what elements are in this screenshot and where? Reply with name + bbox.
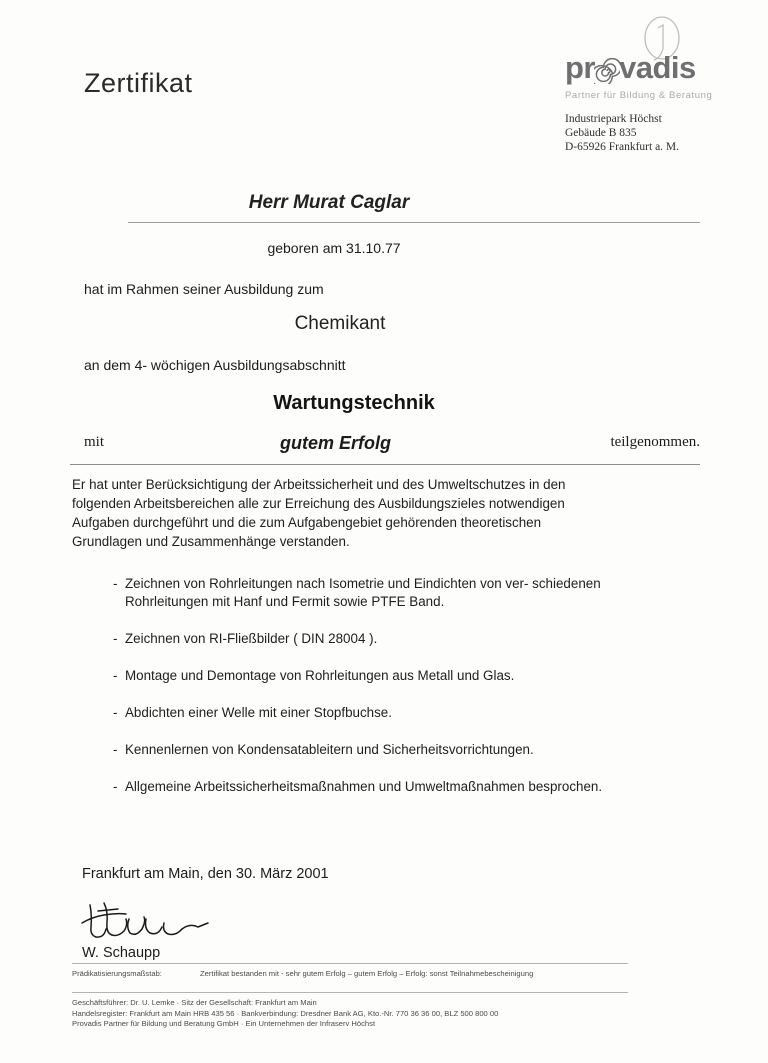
grade-value: gutem Erfolg <box>280 433 391 453</box>
list-item-text: Kennenlernen von Kondensatableitern und Sicherheitsvorrichtungen. <box>125 742 534 757</box>
list-item <box>113 778 673 796</box>
list-dash: - <box>113 705 118 720</box>
legal-line-2: Handelsregister: Frankfurt am Main HRB 435 56 · Bankverbindung: Dresdner Bank AG, Kto.-Nr. 770 36 36 00, BLZ 500 800 00 <box>72 1008 499 1018</box>
training-intro-text: hat im Rahmen seiner Ausbildung zum <box>84 281 324 297</box>
list-dash: - <box>113 668 118 683</box>
footer-rule-bottom <box>72 992 628 993</box>
list-item-text: Zeichnen von RI-Fließbilder ( DIN 28004 ). <box>125 631 378 646</box>
list-item <box>113 630 673 648</box>
profession-name: Chemikant <box>294 313 386 334</box>
signer-name: W. Schaupp <box>82 945 161 961</box>
place-and-date: Frankfurt am Main, den 30. März 2001 <box>82 866 329 882</box>
recipient-birthdate: geboren am 31.10.77 <box>267 240 401 256</box>
list-dash: - <box>113 779 118 794</box>
competency-list <box>113 575 673 815</box>
list-item <box>113 704 673 722</box>
address-line-1: Industriepark Höchst <box>565 113 662 125</box>
grade-prefix-label: mit <box>84 434 105 450</box>
list-item <box>113 667 673 685</box>
spiral-icon <box>594 58 620 84</box>
page-title: Zertifikat <box>84 68 193 98</box>
issuer-tagline: Partner für Bildung & Beratung <box>565 90 713 101</box>
issuer-logo-block <box>565 52 760 154</box>
grading-scale-label: Prädikatisierungsmaßstab: <box>72 969 162 978</box>
address-line-3: D-65926 Frankfurt a. M. <box>565 141 680 153</box>
list-item-text: Montage und Demontage von Rohrleitungen aus Metall und Glas. <box>125 668 515 683</box>
training-section-label: an dem 4- wöchigen Ausbildungsabschnitt <box>84 357 346 373</box>
legal-line-1: Geschäftsführer: Dr. U. Lemke · Sitz der Gesellschaft: Frankfurt am Main <box>72 998 317 1007</box>
name-underline-rule <box>128 222 700 223</box>
list-dash: - <box>113 631 118 646</box>
issuer-address <box>565 112 760 154</box>
list-dash: - <box>113 742 118 757</box>
list-item-text: Allgemeine Arbeitssicherheitsmaßnahmen und Umweltmaßnahmen besprochen. <box>125 779 603 794</box>
grade-row <box>84 434 700 454</box>
legal-footer <box>72 998 642 1030</box>
list-item <box>113 575 673 611</box>
grading-scale-note <box>72 969 632 983</box>
provadis-logo <box>565 52 760 83</box>
list-item <box>113 741 673 759</box>
footer-rule-top <box>72 963 628 964</box>
grade-underline-rule <box>70 464 700 465</box>
participation-label: teilgenommen. <box>610 434 700 450</box>
list-item-text: Abdichten einer Welle mit einer Stopfbuchse. <box>125 705 392 720</box>
recipient-name: Herr Murat Caglar <box>248 192 410 213</box>
legal-line-3: Provadis Partner für Bildung und Beratung GmbH · Ein Unternehmen der Infraserv Höchst <box>72 1019 376 1028</box>
address-line-2: Gebäude B 835 <box>565 127 637 139</box>
body-paragraph: Er hat unter Berücksichtigung der Arbeitssicherheit und des Umweltschutzes in den folgenden Arbeitsbereichen alle zur Erreichung des Ausbildungszieles notwendigen Aufgaben durchgeführt und die zum Aufgabengebiet gehörenden theoretischen Grundlagen und Zusammenhänge verstanden. <box>72 477 566 549</box>
signature-mark <box>74 893 224 945</box>
list-item-text: Zeichnen von Rohrleitungen nach Isometrie und Eindichten von ver- schiedenen Rohrleitungen mit Hanf und Fermit sowie PTFE Band. <box>125 576 601 609</box>
list-dash: - <box>113 576 118 591</box>
logo-text-post: vadis <box>619 50 696 85</box>
grading-scale-value: Zertifikat bestanden mit - sehr gutem Erfolg – gutem Erfolg – Erfolg: sonst Teilnahmebescheinigung <box>200 969 534 978</box>
logo-text-pre: pr <box>565 50 595 85</box>
module-name: Wartungstechnik <box>273 392 435 414</box>
